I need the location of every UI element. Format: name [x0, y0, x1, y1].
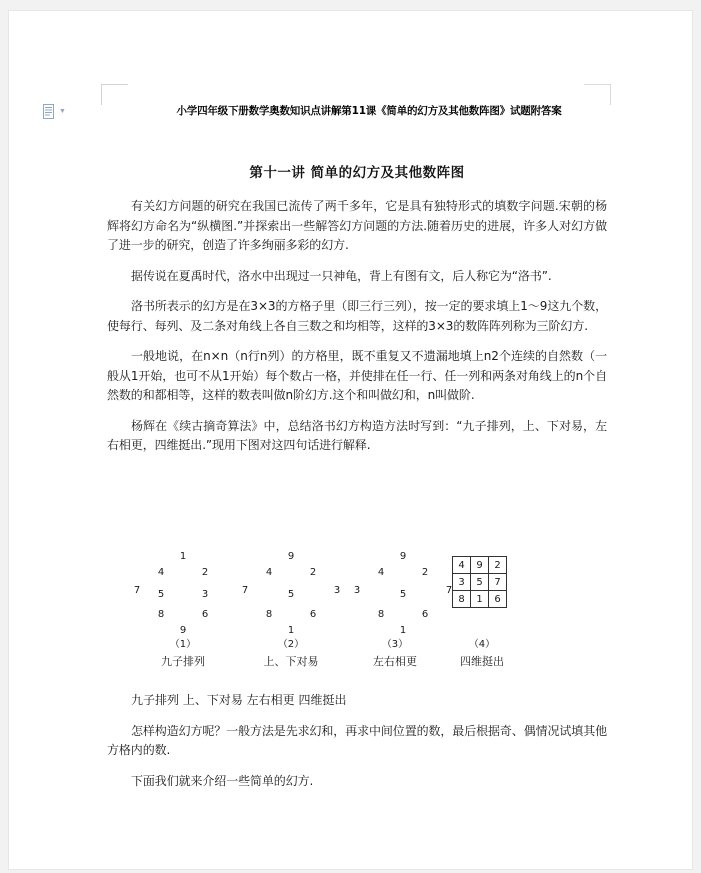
document-icon[interactable]	[43, 104, 56, 119]
diagram-3-lower-right: 6	[421, 609, 429, 620]
table-row	[453, 591, 507, 608]
chevron-down-icon[interactable]: ▼	[59, 107, 66, 115]
diagram-1-mid-right: 3	[201, 589, 209, 600]
diagram-1-left: 7	[133, 585, 141, 596]
diagram-2-upper-right: 2	[309, 567, 317, 578]
diagram-3-top: 9	[399, 551, 407, 562]
diagram-3-right: 7	[445, 585, 453, 596]
magic-cell-r1c0: 3	[453, 574, 471, 591]
magic-cell-r0c1: 9	[471, 557, 489, 574]
figure-caption-3: 左右相更	[373, 655, 417, 668]
diagram-1-top: 1	[179, 551, 187, 562]
page-title: 小学四年级下册数学奥数知识点讲解第11课《简单的幻方及其他数阵图》试题附答案	[176, 105, 562, 117]
magic-cell-r2c2: 6	[489, 591, 507, 608]
paragraph-2: 据传说在夏禹时代，洛水中出现过一只神龟，背上有图有文，后人称它为“洛书”.	[131, 268, 552, 283]
diagram-1-lower-left: 8	[157, 609, 165, 620]
paragraph-1: 有关幻方问题的研究在我国已流传了两千多年，它是具有独特形式的填数字问题.宋朝的杨辉将幻方命名为“纵横图.”并探索出一些解答幻方问题的方法.随着历史的进展，许多人对幻方做了进一步的研究，创造了许多绚丽多彩的幻方.	[107, 199, 607, 252]
diagram-2-lower-right: 6	[309, 609, 317, 620]
figure-caption-row	[107, 653, 607, 669]
article-body	[107, 161, 607, 467]
table-row	[453, 557, 507, 574]
diagram-3-upper-left: 4	[377, 567, 385, 578]
figure-number-row	[107, 635, 607, 651]
paragraph-5: 杨辉在《续古摘奇算法》中，总结洛书幻方构造方法时写到：“九子排列，上、下对易，左右相更，四维挺出.”现用下图对这四句话进行解释.	[107, 418, 607, 452]
paragraph-4: 一般地说，在n×n（n行n列）的方格里，既不重复又不遗漏地填上n2个连续的自然数（一般从1开始，也可不从1开始）每个数占一格，并使排在任一行、任一列和两条对角线上的n个自然数的和都相等，这样的数表叫做n阶幻方.这个和叫做幻和，n叫做阶.	[107, 349, 607, 402]
number-diagram-2	[235, 549, 347, 635]
diagram-3-center: 5	[399, 589, 407, 600]
figure-number-1: （1）	[169, 639, 197, 650]
figure-caption-1: 九子排列	[161, 655, 205, 668]
diagram-2-top: 9	[287, 551, 295, 562]
diagram-3-bottom: 1	[399, 625, 407, 636]
diagram-2-right: 3	[333, 585, 341, 596]
paragraph-3: 洛书所表示的幻方是在3×3的方格子里（即三行三列），按一定的要求填上1～9这九个数，使每行、每列、及二条对角线上各自三数之和均相等，这样的3×3的数阵阵列称为三阶幻方.	[107, 299, 607, 333]
magic-cell-r1c1: 5	[471, 574, 489, 591]
diagram-2-center: 5	[287, 589, 295, 600]
diagram-1-upper-right: 2	[201, 567, 209, 578]
diagram-1-upper-left: 4	[157, 567, 165, 578]
margin-corner-top-right	[584, 84, 611, 105]
figure-number-3: （3）	[381, 639, 409, 650]
tail-paragraph-1: 怎样构造幻方呢？一般方法是先求幻和，再求中间位置的数，最后根据奇、偶情况试填其他方格内的数.	[107, 723, 608, 757]
figure-number-2: （2）	[277, 639, 305, 650]
phrase-summary-line: 九子排列 上、下对易 左右相更 四维挺出	[131, 693, 347, 707]
figure-number-4: （4）	[468, 639, 496, 650]
diagram-1-bottom: 9	[179, 625, 187, 636]
tail-paragraph-2: 下面我们就来介绍一些简单的幻方.	[131, 773, 314, 788]
document-header	[9, 103, 693, 125]
article-heading: 第十一讲 简单的幻方及其他数阵图	[249, 165, 465, 181]
magic-square-grid	[452, 556, 507, 608]
number-diagram-1	[127, 549, 239, 635]
margin-corner-top-left	[101, 84, 128, 105]
magic-cell-r2c1: 1	[471, 591, 489, 608]
diagram-2-left: 7	[241, 585, 249, 596]
diagram-1-mid-left: 5	[157, 589, 165, 600]
magic-cell-r2c0: 8	[453, 591, 471, 608]
table-row	[453, 574, 507, 591]
magic-cell-r0c0: 4	[453, 557, 471, 574]
document-page	[8, 10, 693, 870]
diagram-2-lower-left: 8	[265, 609, 273, 620]
figure-caption-2: 上、下对易	[263, 655, 319, 668]
diagram-2-upper-left: 4	[265, 567, 273, 578]
diagram-3-upper-right: 2	[421, 567, 429, 578]
figure-caption-4: 四维挺出	[460, 655, 504, 668]
diagram-1-lower-right: 6	[201, 609, 209, 620]
figure-block	[107, 549, 607, 679]
diagram-3-left: 3	[353, 585, 361, 596]
diagram-2-bottom: 1	[287, 625, 295, 636]
document-icon-group[interactable]	[43, 104, 66, 119]
diagram-3-lower-left: 8	[377, 609, 385, 620]
number-diagram-3	[347, 549, 459, 635]
article-tail	[107, 691, 607, 802]
magic-cell-r1c2: 7	[489, 574, 507, 591]
magic-cell-r0c2: 2	[489, 557, 507, 574]
